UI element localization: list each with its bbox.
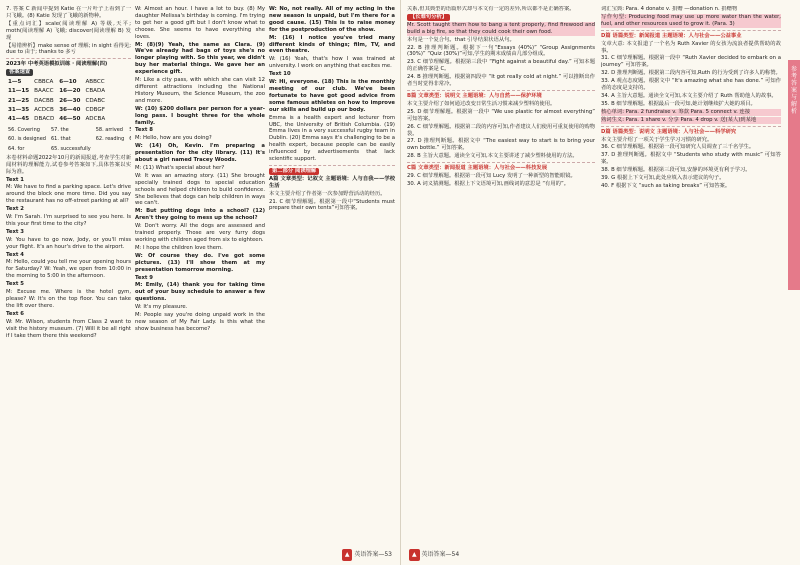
transcript: M: We have to find a parking space. Let's drive around the block one more time. Did you say the restaurant has no off-street parking at all?	[6, 184, 131, 205]
text-title: Text 3	[6, 228, 24, 235]
transcript: W: Of course they do. I've got some pictures. (13) I'll show them at my presentation tomorrow morning.	[135, 252, 265, 273]
table-row: 31—35 ACDCB 36—40 CDBGF	[8, 106, 105, 113]
transcript: W: It's my pleasure.	[135, 304, 188, 311]
transcript: Emma is a health expert and lecturer from UBC, the University of British Columbia. (19) Emma lives in a very successful rugby team in Dublin. (20) Emma says it's challenging to be a health expert, because people can be easily influenced by advertisements that lack scientific support.	[269, 114, 395, 163]
text-title: Text 4	[6, 251, 24, 258]
fill-table	[6, 125, 131, 155]
transcript: W: (10) $200 dollars per person for a year-long pass. I bought three for the whole family.	[135, 105, 265, 126]
question-explanation: 30. A 词义猜测题。根据上下文语境可知,画线词的意思是 “有用的”。	[407, 180, 569, 187]
transcript: M: I hope the children love them.	[135, 244, 223, 251]
question-explanation: 40. F 根据下文 “such as taking breaks” 可知答案。	[601, 182, 731, 189]
divider	[407, 162, 595, 163]
transcript: W: (14) Oh, Kevin. I'm preparing a presentation for the city library. (11) It's about a girl named Tracey Woods.	[135, 143, 265, 164]
sentence-pattern: 写作句型: Producing food may use up more water than the water, fuel, and other resources used to grow it. (Para. 3)	[601, 13, 781, 27]
transcript: M: People say you're doing unpaid work in the new season of My Fair Lady. Is this what the show business has become?	[135, 312, 265, 332]
left-column-2	[135, 6, 265, 546]
divider	[601, 30, 781, 31]
page-number: 英语答案—54	[421, 551, 460, 558]
table-row: 60. is designed 61. that 62. reading	[8, 136, 125, 143]
transcript: M: (8)(9) Yeah, the same as Clara. (9) We've already had bags of toys she's no longer playing with. So this year, we didn't buy her material things. We gave her an experience gift.	[135, 41, 265, 76]
passage-type: C篇 文章类型：新闻报道 主题语境：人与社会——科技发展	[407, 165, 547, 172]
transcript: W: (16) Yeah, that's how I was trained at university. I work on anything that excites me.	[269, 56, 395, 70]
passage-type: D篇 语篇类型：新闻报道 主题语境：人与社会——公益事业	[601, 32, 742, 39]
transcript: W: Mr. Wilson, students from Class 2 want to visit the history museum. (7) Will it be all right if I take them there this weekend?	[6, 318, 131, 339]
paragraph: 【重点词汇】scale(阅读理解 A) 等级,天平; moth(阅读理解 A) 飞蛾; discover(阅读理解 B) 发现	[6, 20, 131, 41]
table-row: 56. Covering 57. the 58. arrived	[8, 127, 123, 134]
transcript: M: (11) What's special about her?	[135, 164, 225, 171]
text-title: Text 10	[269, 71, 291, 78]
transcript: W: I'm Sarah. I'm surprised to see you here. Is this your first time to the city?	[6, 214, 131, 227]
divider	[269, 165, 395, 166]
question-explanation: 27. D 推理判断题。根据文中 “The easiest way to start is to bring your own bottle.” 可知答案。	[407, 138, 595, 152]
divider	[6, 58, 131, 59]
question-explanation: 38. B 细节理解题。根据第三段可知,安静的环境更有利于学习。	[601, 167, 751, 174]
paragraph: 本句是一个复合句。that 引导结果状语从句。	[407, 36, 515, 43]
transcript: W: Hi, everyone. (18) This is the monthly meeting of our club. We've been fortunate to have got good advice from some famous athletes on how to improve our skills and build up our body.	[269, 79, 395, 113]
question-explanation: 35. B 细节理解题。根据最后一段可知,她计划继续扩大她的项目。	[601, 100, 756, 107]
passage-note: 本文主要介绍了作者第一次参加野营活动的经历。	[269, 190, 386, 197]
question-explanation: 31. C 细节理解题。根据第一段中 “Ruth Xavier decided to embark on a journey” 可知答案。	[601, 55, 781, 69]
section-header: 2023年 中考英语模拟训练 · 阅读理解(四)	[6, 61, 108, 68]
passage-note: 本文主要介绍了一项关于学生学习习惯的研究。	[601, 136, 713, 143]
vocabulary: 熟词生义: Para. 1 share v. 分享 Para. 4 drop v. 送(某人)到某地	[601, 117, 781, 124]
subheading: 【长难句分析】	[407, 14, 595, 21]
vocabulary: 词汇宝典: Para. 4 donate v. 捐赠 —donation n. 捐赠物	[601, 6, 738, 12]
question-explanation: 28. B 主旨大意题。通读全文可知,本文主要讲述了减少塑料使用的方法。	[407, 153, 578, 160]
transcript: W: Don't worry. All the dogs are assessed and trained properly. Those are very furry dogs working with children aged from six to eighteen.	[135, 223, 265, 243]
question-explanation: 24. B 推理判断题。根据第四段中 “It got really cold at night.” 可以推断出作者当时觉得非常冷。	[407, 74, 595, 88]
vocabulary: 核心单词: Para. 2 fundraise v. 筹款 Para. 5 connect v. 连接	[601, 109, 781, 116]
answer-table	[6, 77, 110, 125]
transcript: W: You have to go now, Jody, or you'll miss your flight. It's an hour's drive to the airport.	[6, 236, 131, 250]
right-column-2	[601, 6, 781, 546]
passage-type: B篇 文章类型：说明文 主题语境：人与自然——保护环境	[407, 92, 542, 99]
question-explanation: 39. G 根据上下文可知,此处应填入表示建议的句子。	[601, 175, 725, 182]
passage-note: 文章大意: 本文报道了一个名为 Ruth Xavier 的女孩为流浪者提供帮助的故事。	[601, 40, 781, 54]
question-explanation: 34. A 主旨大意题。通读全文可知,本文主要介绍了 Ruth 帮助他人的故事。	[601, 92, 777, 99]
question-explanation: 29. C 细节理解题。根据第一段可知 Lucy 发明了一种新型的智能眼镜。	[407, 173, 576, 180]
publisher-logo-icon: ▲	[342, 549, 353, 561]
left-column-3	[269, 6, 395, 546]
side-tab: 参 考 答 案 与 解 析	[788, 60, 800, 290]
page-number: 英语答案—53	[354, 551, 392, 558]
publisher-logo-icon: ▲	[409, 549, 420, 561]
page-footer	[409, 549, 459, 561]
right-column-1	[407, 6, 595, 546]
transcript: W: It was an amazing story. (11) She brought specially trained dogs to special education schools and helped children to build confidence. She believes that dogs can help children in ways we can't.	[135, 172, 265, 207]
page-footer	[342, 549, 392, 561]
divider	[601, 126, 781, 127]
note: 本卷材料命题2022年10月的新闻报道,考查学生对新闻材料的理解能力,试卷参考答案如下,具体答案以实际为准。	[6, 154, 131, 175]
text-title: Text 9	[135, 274, 153, 281]
question-explanation: 22. B 推理判断题。根据下一句“Essays (40%)” “Group Assignments (30%)” “Quiz (30%)”可知,学生的期末成绩由几部分组成。	[407, 44, 595, 58]
question-explanation: 26. C 细节理解题。根据第二段的内容可知,作者建议人们使用可重复使用的购物袋。	[407, 123, 595, 137]
right-page	[400, 0, 800, 565]
transcript: M: Hello, could you tell me your opening hours for Saturday? W: Yeah, we open from 10:00 in the morning to 5:00 in the afternoon.	[6, 259, 131, 280]
divider	[407, 90, 595, 91]
table-row: 41—45 DBACD 46—50 ADCBA	[8, 115, 106, 122]
text-title: Text 8	[135, 127, 153, 134]
text-title: Text 1	[6, 176, 24, 183]
question-explanation: 36. C 细节理解题。根据第一段可知研究人员调查了三千名学生。	[601, 144, 755, 151]
table-row: 21—25 DACBB 26—30 CDABC	[8, 97, 106, 104]
transcript: M: But putting dogs into a school? (12) Aren't they going to mess up the school?	[135, 208, 265, 222]
question-explanation: 32. D 推理判断题。根据第二段内容可知,Ruth 的行为受到了许多人的称赞。	[601, 70, 781, 77]
table-row: 1—5 CBBCA 6—10 ABBCC	[8, 79, 105, 86]
table-row: 11—15 BAACC 16—20 CBADA	[8, 88, 106, 95]
table-row: 64. for 65. successfully	[8, 145, 91, 152]
passage-title: 第二部分 阅读理解	[269, 168, 395, 175]
paragraph: 7. 答案 C 新闻中提到 Katie 在一片叶子上看到了一只飞蛾。(8) Katie 发现了飞蛾的新物种。	[6, 6, 131, 19]
passage-type: A篇 文章类型：记叙文 主题语境：人与自我——学校生活	[269, 175, 395, 189]
text-title: Text 5	[6, 281, 24, 288]
paragraph: Mr. Scott taught them how to bang a tent properly, find firewood and build a big fire, so that they could cook their own food.	[407, 21, 595, 35]
question-explanation: 37. D 推理判断题。根据文中 “Students who study with music” 可知答案。	[601, 152, 781, 166]
question-explanation: 23. C 细节理解题。根据第三段中 “Fight against a beautiful day.” 可知本题的正确答案是 C。	[407, 59, 595, 73]
text-title: Text 2	[6, 206, 24, 213]
transcript: M: Like a city pass, with which she can visit 12 different attractions including the National History Museum, the Science Museum, the zoo and more.	[135, 77, 265, 104]
question-explanation: 25. D 细节理解题。根据第一段中 “We use plastic for almost everything” 可知答案。	[407, 108, 595, 122]
left-column-1	[6, 6, 131, 546]
transcript: M: Excuse me. Where is the hotel gym, please? W: It's on the top floor. You can take the lift over there.	[6, 289, 131, 309]
transcript: M: Hello, how are you doing?	[135, 135, 212, 142]
text-title: Text 6	[6, 310, 24, 317]
question-explanation: 33. A 观点态度题。根据文中 “It's amazing what she has done.” 可知作者的态度是支持的。	[601, 78, 781, 92]
paragraph: 关系,但其典型的语篇形式却与本文有一定的差异,所以都不是正确答案。	[407, 6, 575, 12]
question-explanation: 21. C 细节理解题。根据第一段中“Students must prepare their own tents”可知答案。	[269, 198, 395, 212]
paragraph: 【易错辨析】make sense of 理解; in sight 看得见; due to 由于; thanks to 多亏	[6, 42, 131, 56]
passage-type: D篇 语篇类型：说明文 主题语境：人与社会——科学研究	[601, 128, 737, 135]
transcript: W: Almost an hour. I have a lot to buy. (8) My daughter Melissa's birthday is coming. I'm trying to get her a good gift but I don't know what to choose. She seems to have everything she loves.	[135, 6, 265, 40]
transcript: M: (16) I notice you've tried many different kinds of things; film, TV, and even theatre.	[269, 34, 395, 55]
answers-title: 答案速查	[6, 69, 131, 76]
transcript: W: No, not really. All of my acting in the new season is unpaid, but I'm there for a good cause. (15) This is to raise money for the postproduction of the show.	[269, 6, 395, 33]
transcript: M: Emily, (14) thank you for taking time out of your busy schedule to answer a few questions.	[135, 282, 265, 303]
passage-note: 本文主要介绍了如何通过改变日常生活习惯来减少塑料的使用。	[407, 100, 556, 107]
